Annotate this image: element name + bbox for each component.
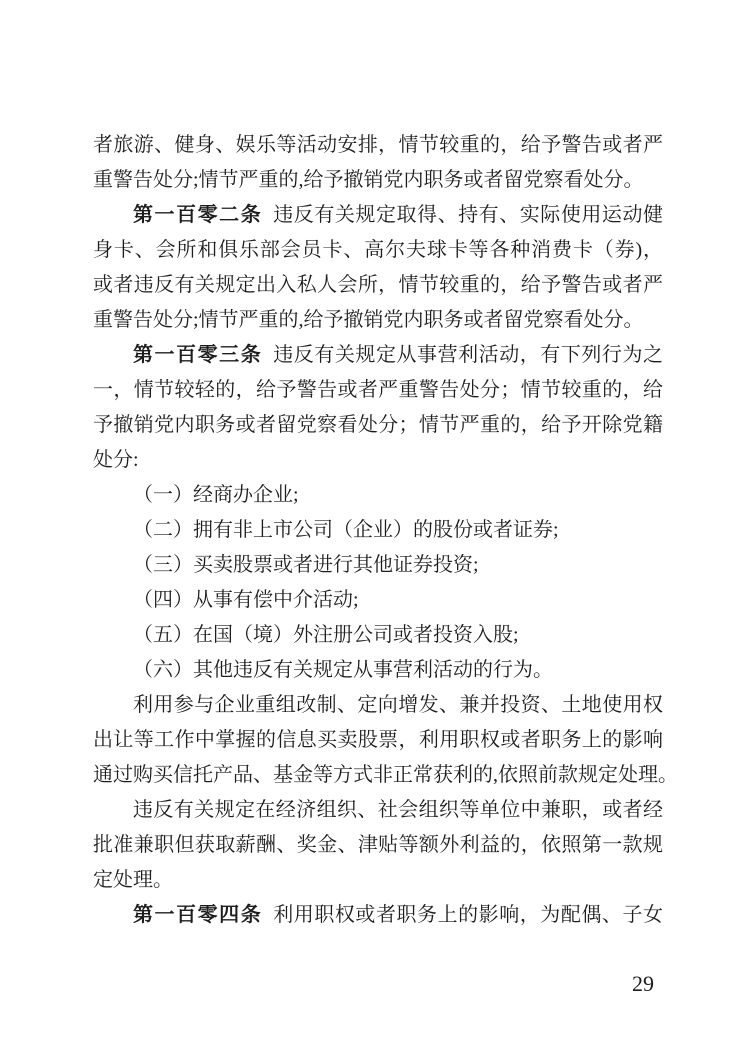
text-line: （一）经商办企业; [133,484,299,506]
article-number: 第一百零三条 [133,344,263,366]
text-line: （三）买卖股票或者进行其他证券投资; [133,554,479,576]
text-block [93,128,678,933]
text-line: （四）从事有偿中介活动; [133,589,359,611]
text-line: 利用参与企业重组改制、定向增发、兼并投资、土地使用权 [133,694,663,716]
page-number: 29 [632,971,654,996]
text-line: （二）拥有非上市公司（企业）的股份或者证券; [133,519,559,541]
text-line: 批准兼职但获取薪酬、奖金、津贴等额外利益的，依照第一款规 [93,834,663,856]
text-line: 处分: [93,449,139,471]
text-line: 一，情节较轻的，给予警告或者严重警告处分；情节较重的，给 [93,379,663,401]
article-line: 第一百零四条 利用职权或者职务上的影响，为配偶、子女 [133,904,663,926]
text-line: 者旅游、健身、娱乐等活动安排，情节较重的，给予警告或者严 [93,134,663,156]
text-line: 重警告处分;情节严重的,给予撤销党内职务或者留党察看处分。 [93,309,644,331]
text-line: 身卡、会所和俱乐部会员卡、高尔夫球卡等各种消费卡（券)， [93,239,663,261]
text-line: 予撤销党内职务或者留党察看处分；情节严重的，给予开除党籍 [93,414,663,436]
article-number: 第一百零四条 [133,904,263,926]
text-line: 违反有关规定在经济组织、社会组织等单位中兼职，或者经 [133,799,663,821]
text-line: （六）其他违反有关规定从事营利活动的行为。 [133,659,553,681]
text-line: 或者违反有关规定出入私人会所，情节较重的，给予警告或者严 [93,274,663,296]
article-number: 第一百零二条 [133,204,263,226]
text-line: 通过购买信托产品、基金等方式非正常获利的,依照前款规定处理。 [93,764,678,786]
text-line: （五）在国（境）外注册公司或者投资入股; [133,624,519,646]
text-line: 重警告处分;情节严重的,给予撤销党内职务或者留党察看处分。 [93,169,644,191]
article-line: 第一百零三条 违反有关规定从事营利活动，有下列行为之 [133,344,663,366]
text-line: 定处理。 [93,869,173,891]
article-line: 第一百零二条 违反有关规定取得、持有、实际使用运动健 [133,204,663,226]
text-line: 出让等工作中掌握的信息买卖股票，利用职权或者职务上的影响 [93,729,663,751]
